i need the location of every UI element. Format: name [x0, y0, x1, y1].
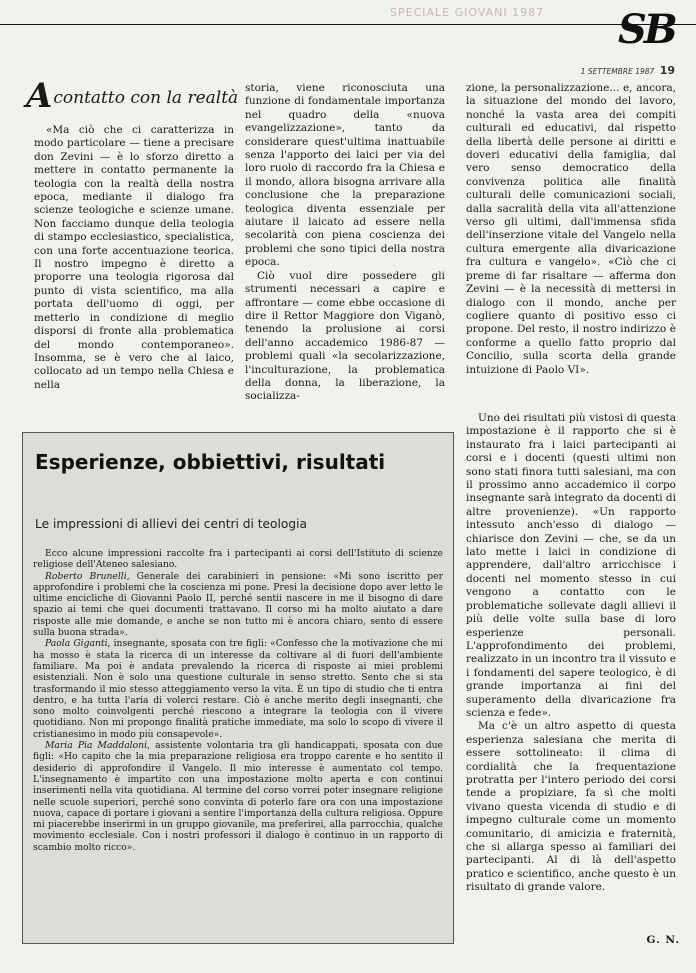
- column-3-paragraph-3: Ma c'è un altro aspetto di questa esperienza salesiana che merita di essere sottolineato: il clima di cordialità che la frequentazione protratta per l'intero periodo dei corsi tende a propiziare, fa sì che molti vivano questa vicenda di studio e di impegno culturale come un momento comunitario, di amicizia e fraternità, che si allarga spesso ai familiari dei partecipanti. Al di là dell'aspetto pratico e scientifico, anche questo è un risultato di grande valore.: [466, 720, 676, 894]
- article-column-3-continued: [466, 412, 676, 895]
- header-rule: [0, 24, 696, 25]
- testimonial-name: Roberto Brunelli: [45, 570, 127, 582]
- dateline: [520, 64, 675, 77]
- column-3-paragraph-1: zione, la personalizzazione... e, ancora, la situazione del mondo del lavoro, nonché la vasta area dei compiti culturali ed educativi, dal rispetto della libertà delle persone ai diritti e doveri educativi della famiglia, dal vero senso democratico della convivenza politica alle finalità culturali delle comunicazioni sociali, dalla sacralità della vita all'attenzione verso gli ultimi, dall'immensa sfida dell'inserzione vitale del Vangelo nella cultura emergente alla divaricazione fra cultura e vangelo». «Ciò che ci preme di far risaltare — afferma don Zevini — è la necessità di mettersi in dialogo con il mondo, anche per cogliere quanto di positivo esso ci propone. Del resto, il nostro indirizzo è conforme a quello fatto proprio dal Concilio, sulla scorta della grande intuizione di Paolo VI».: [466, 82, 676, 376]
- box-body: [33, 548, 443, 853]
- page-number: 19: [659, 64, 675, 77]
- testimonial-text: , insegnante, sposata con tre figli: «Confesso che la motivazione che mi ha mosso è stata la ricerca di un interesse da coltivare al di fuori dell'ambiente familiare. Ma poi è andata prevalendo la ricerca di risposte ai miei problemi esistenziali. Non è solo una questione culturale in senso stretto. Sento che si sta trasformando il mio stesso atteggiamento verso la vita. È un tipo di studio che ti entra dentro, e ha tutta l'aria di volerci restare. Ciò è anche merito degli insegnanti, che sono molto coinvolgenti perché riescono a integrare la teologia con il vivere quotidiano. Non mi propongo finalità pratiche immediate, ma solo lo scopo di vivere il cristianesimo in modo più consapevole».: [33, 638, 443, 740]
- article-headline: [26, 76, 239, 116]
- author-signature: G. N.: [646, 934, 680, 946]
- sidebar-box: [22, 432, 454, 944]
- testimonial: [33, 740, 443, 853]
- testimonial-name: Maria Pia Maddaloni: [45, 740, 148, 752]
- issue-date: 1 SETTEMBRE 1987: [580, 67, 655, 76]
- column-2-paragraph-1: storia, viene riconosciuta una funzione di fondamentale importanza nel quadro della «nuova evangelizzazione», tanto da considerare quest'ultima inattuabile senza l'apporto dei laici per via del loro ruolo di raccordo fra la Chiesa e il mondo, allora bisogna arrivare alla conclusione che la preparazione teologica diventa essenziale per aiutare il laicato ad essere nella secolarità con piena coscienza dei problemi che sono tipici della nostra epoca.: [245, 82, 445, 269]
- box-title: Esperienze, obbiettivi, risultati: [35, 450, 386, 474]
- article-column-1: [34, 124, 234, 392]
- box-intro: Ecco alcune impressioni raccolte fra i partecipanti ai corsi dell'Istituto di scienze religiose dell'Ateneo salesiano.: [33, 548, 443, 571]
- testimonial-text: , assistente volontaria tra gli handicappati, sposata con due figli: «Ho capito che la mia preparazione religiosa era troppo carente e ho sentito il desiderio di approfondire il Vangelo. Il mio interesse è aumentato col tempo. L'insegnamento è impartito con una impostazione molto aperta e con continui inserimenti nella vita quotidiana. Al termine del corso vorrei poter insegnare religione nelle scuole superiori, perché sono convinta di poterlo fare ora con una impostazione nuova, capace di portare i giovani a sentire l'importanza della cultura religiosa. Oppure mi piacerebbe inserirmi in un gruppo giovanile, ma preferirei, alla parrocchia, qualche movimento ecclesiale. Con i nostri professori il dialogo è continuo in un rapporto di scambio molto ricco».: [33, 740, 443, 853]
- testimonial-name: Paola Giganti: [45, 638, 108, 650]
- article-column-3: [466, 82, 676, 377]
- magazine-logo: SB: [618, 6, 675, 53]
- column-1-paragraph: «Ma ciò che ci caratterizza in modo particolare — tiene a precisare don Zevini — è lo sforzo diretto a mettere in contatto permanente la teologia con la realtà della nostra epoca, mediante il dialogo fra scienze teologiche e scienze umane. Non facciamo dunque della teologia di stampo ecclesiastico, specialistica, con una forte accentuazione teorica. Il nostro impegno è diretto a proporre una teologia rigorosa dal punto di vista scientifico, ma alla portata dell'uomo di oggi, per metterlo in condizione di meglio disporsi di fronte alla problematica del mondo contemporaneo». Insomma, se è vero che al laico, collocato ad un tempo nella Chiesa e nella: [34, 124, 234, 391]
- article-column-2: [245, 82, 445, 404]
- testimonial-text: , Generale dei carabinieri in pensione: «Mi sono iscritto per approfondire i problemi che la coscienza mi pone. Presi la decisione dopo aver letto le ultime encicliche di Giovanni Paolo II, perché sentii nascere in me il bisogno di dare spazio ai temi che quei documenti trattavano. Il corso mi ha molto aiutato a dare risposte alle mie domande, e anche se non tutto mi è ancora chiaro, sento di essere sulla buona strada».: [33, 570, 443, 639]
- column-3-paragraph-2: Uno dei risultati più vistosi di questa impostazione è il rapporto che si è instaurato fra i laici partecipanti ai corsi e i docenti (questi ultimi non sono stati finora tutti salesiani, ma con il prossimo anno accademico il corpo insegnante sarà integrato da docenti di altre provenienze). «Un rapporto intessuto anch'esso di dialogo — chiarisce don Zevini — che, se da un lato mette i laici in condizione di apprendere, dall'altro arricchisce i docenti nel momento stesso in cui vengono a contatto con le problematiche sollevate dagli allievi il più delle volte sulla base di loro esperienze personali. L'approfondimento dei problemi, realizzato in un incontro tra il vissuto e i fondamenti del sapere teologico, è di grande importanza ai fini del superamento della divaricazione fra scienza e fede».: [466, 412, 676, 719]
- header-ghost-text: SPECIALE GIOVANI 1987: [390, 6, 545, 19]
- testimonial: [33, 571, 443, 639]
- column-2-paragraph-2: Ciò vuol dire possedere gli strumenti necessari a capire e affrontare — come ebbe occasione di dire il Rettor Maggiore don Viganò, tenendo la prolusione ai corsi dell'anno accademico 1986-87 — problemi quali «la secolarizzazione, l'inculturazione, la problematica della donna, la liberazione, la socializza-: [245, 269, 445, 403]
- headline-rest: contatto con la realtà: [53, 88, 239, 108]
- headline-initial: A: [26, 76, 53, 116]
- testimonial: [33, 638, 443, 740]
- box-subtitle: Le impressioni di allievi dei centri di teologia: [35, 517, 307, 531]
